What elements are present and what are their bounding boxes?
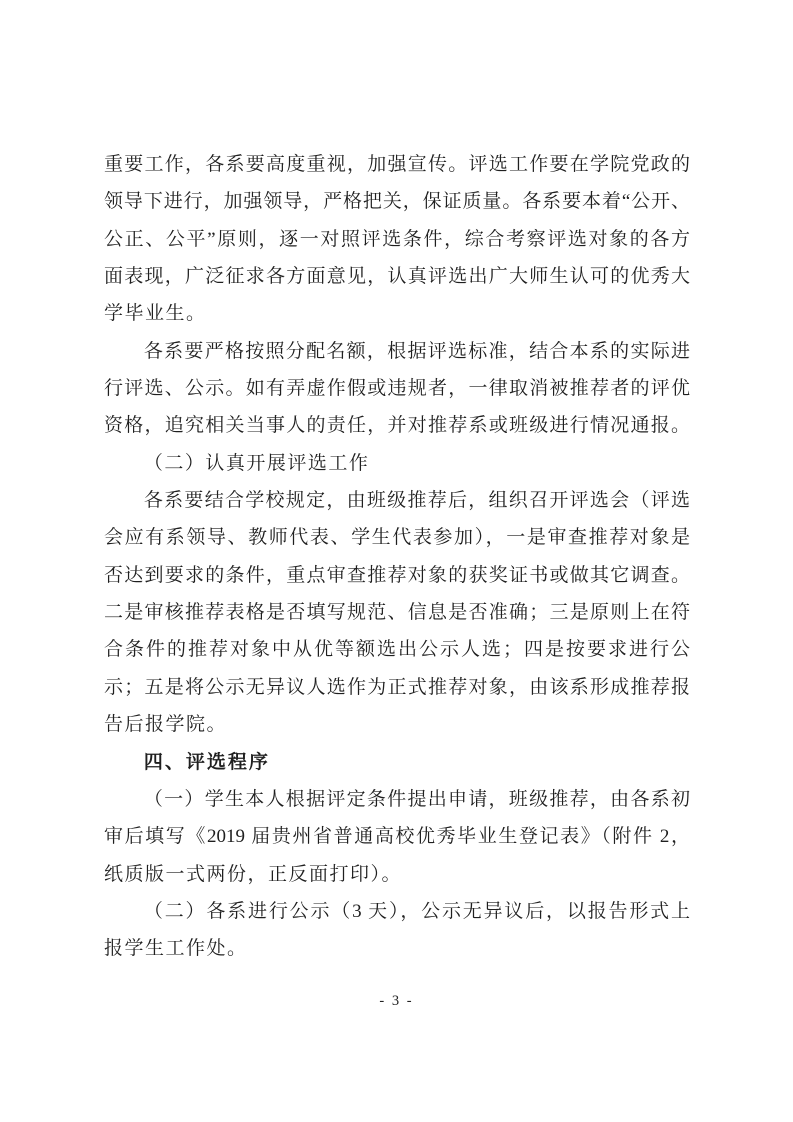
- text-line: 纸质版一式两份，正反面打印）。: [104, 863, 403, 885]
- text-line: （一）学生本人根据评定条件提出申请，班级推荐，由各系初: [143, 788, 690, 810]
- section-subheading: （二）认真开展评选工作: [143, 452, 370, 474]
- document-body: [104, 146, 690, 968]
- text-line: 学毕业生。: [104, 303, 207, 325]
- text-line: 示；五是将公示无异议人选作为正式推荐对象，由该系形成推荐报: [104, 676, 690, 698]
- text-line: 资格，追究相关当事人的责任，并对推荐系或班级进行情况通报。: [104, 415, 690, 437]
- text-line: 面表现，广泛征求各方面意见，认真评选出广大师生认可的优秀大: [104, 266, 690, 288]
- text-line: 重要工作，各系要高度重视，加强宣传。评选工作要在学院党政的: [104, 154, 690, 175]
- text-line: 合条件的推荐对象中从优等额选出公示人选；四是按要求进行公: [104, 639, 690, 661]
- text-line: 二是审核推荐表格是否填写规范、信息是否准确；三是原则上在符: [104, 602, 690, 624]
- text-line: 公正、公平”原则，逐一对照评选条件，综合考察评选对象的各方: [104, 228, 690, 250]
- text-line: 领导下进行，加强领导，严格把关，保证质量。各系要本着“公开、: [104, 191, 690, 213]
- text-line: 各系要结合学校规定，由班级推荐后，组织召开评选会（评选: [143, 490, 690, 512]
- text-line: 行评选、公示。如有弄虚作假或违规者，一律取消被推荐者的评优: [104, 378, 690, 400]
- page-number: - 3 -: [379, 993, 414, 1009]
- text-line: 报学生工作处。: [104, 938, 248, 960]
- text-line: 会应有系领导、教师代表、学生代表参加），一是审查推荐对象是: [104, 527, 690, 549]
- text-line: 告后报学院。: [104, 714, 228, 736]
- text-line: 审后填写《2019 届贵州省普通高校优秀毕业生登记表》（附件 2，: [104, 826, 690, 848]
- text-line: 各系要严格按照分配名额，根据评选标准，结合本系的实际进: [143, 340, 690, 362]
- text-line: （二）各系进行公示（3 天），公示无异议后，以报告形式上: [143, 900, 690, 922]
- section-heading: 四、评选程序: [143, 751, 270, 773]
- text-line: 否达到要求的条件，重点审查推荐对象的获奖证书或做其它调查。: [104, 564, 690, 586]
